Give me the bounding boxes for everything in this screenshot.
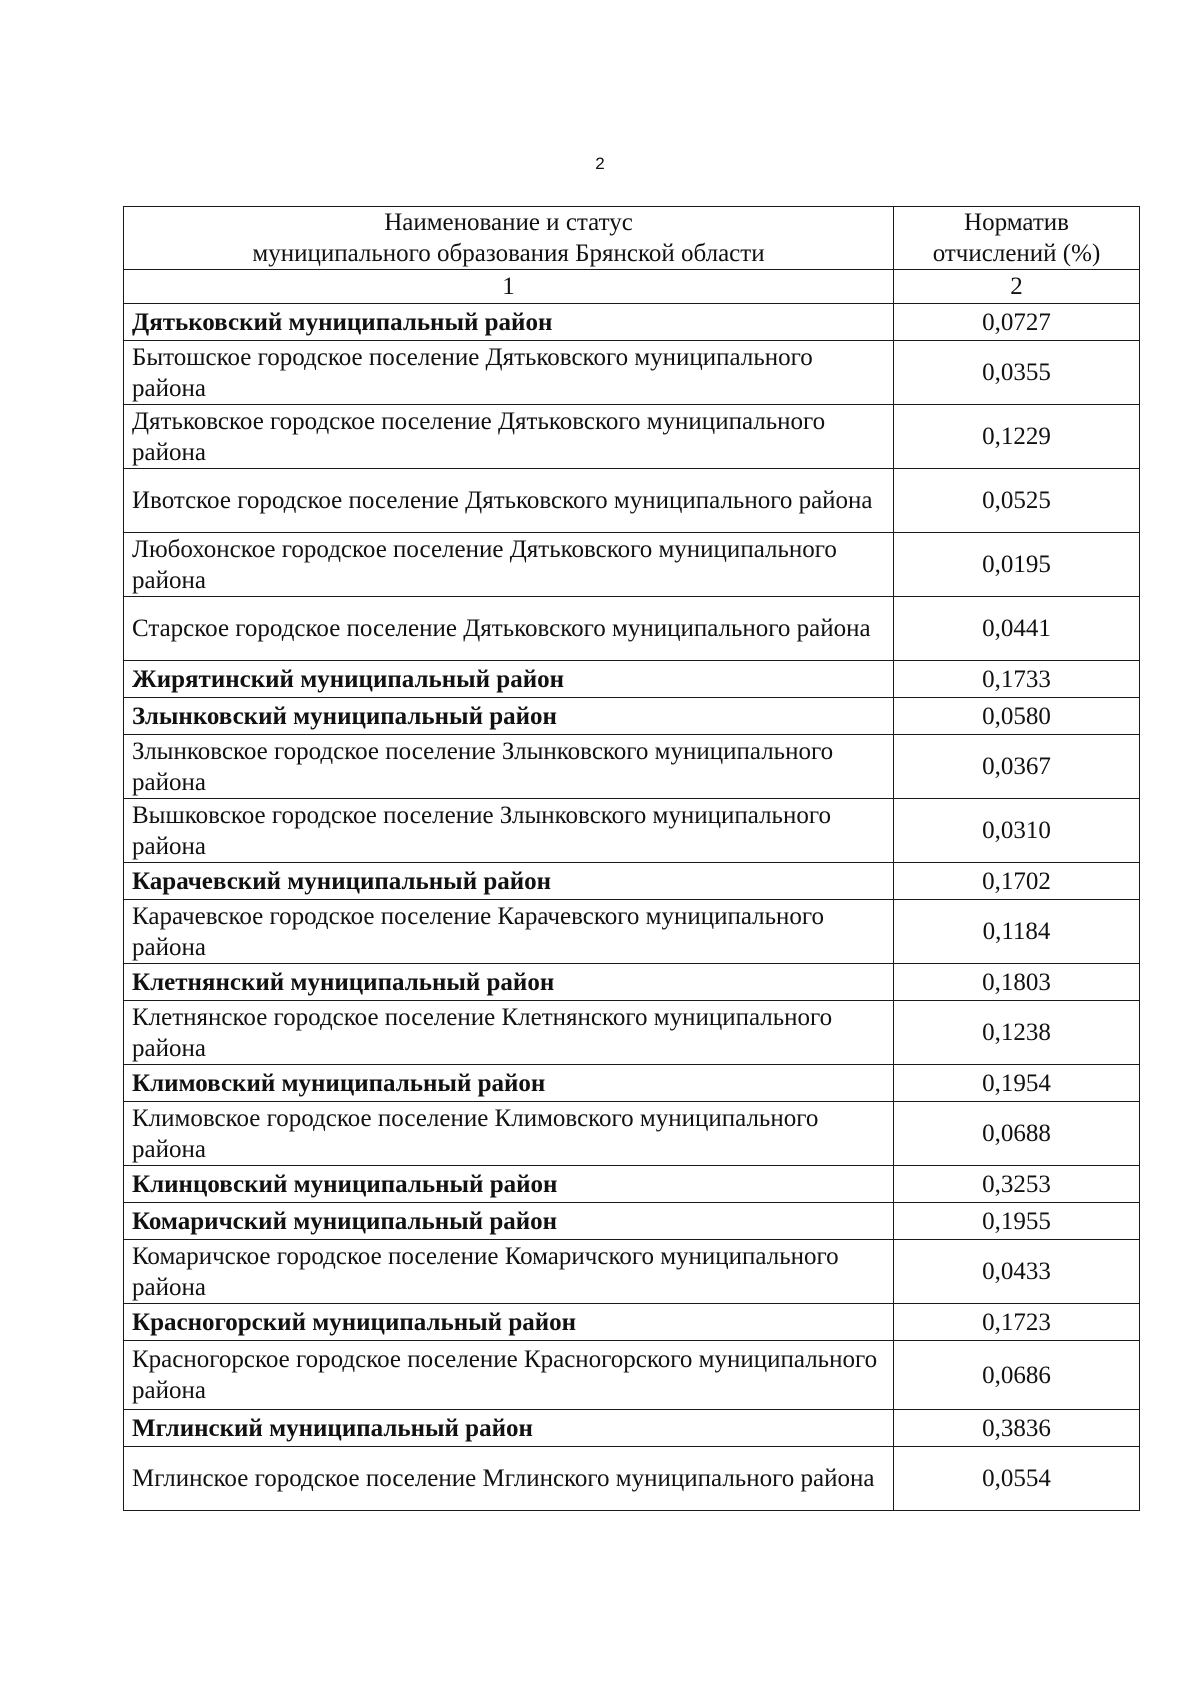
deduction-norm-value: 0,0433 xyxy=(894,1240,1140,1304)
deduction-norm-value: 0,1702 xyxy=(894,863,1140,900)
table-row xyxy=(124,1065,1140,1102)
deduction-norm-value: 0,0727 xyxy=(894,304,1140,341)
table-row xyxy=(124,799,1140,863)
table-row xyxy=(124,661,1140,698)
district-name: Мглинский муниципальный район xyxy=(124,1410,894,1447)
table-row xyxy=(124,735,1140,799)
table-row xyxy=(124,1410,1140,1447)
district-name: Злынковский муниципальный район xyxy=(124,698,894,735)
deduction-norm-value: 0,1955 xyxy=(894,1203,1140,1240)
deduction-norm-value: 0,0688 xyxy=(894,1102,1140,1166)
table-row xyxy=(124,1203,1140,1240)
district-name: Дятьковский муниципальный район xyxy=(124,304,894,341)
deduction-norm-value: 0,1954 xyxy=(894,1065,1140,1102)
column-number-2: 2 xyxy=(894,270,1140,304)
table-row xyxy=(124,1240,1140,1304)
table-row xyxy=(124,341,1140,405)
deduction-norm-value: 0,3253 xyxy=(894,1166,1140,1203)
settlement-name: Климовское городское поселение Климовского муниципального района xyxy=(124,1102,894,1166)
deduction-norm-value: 0,1184 xyxy=(894,900,1140,964)
table-row xyxy=(124,405,1140,469)
deduction-norm-value: 0,1733 xyxy=(894,661,1140,698)
table-row xyxy=(124,1001,1140,1065)
table-row xyxy=(124,1447,1140,1511)
norms-table xyxy=(123,206,1140,1511)
settlement-name: Старское городское поселение Дятьковского муниципального района xyxy=(124,597,894,661)
settlement-name: Ивотское городское поселение Дятьковского муниципального района xyxy=(124,469,894,533)
table-row xyxy=(124,533,1140,597)
page-number: 2 xyxy=(595,154,605,173)
deduction-norm-value: 0,0580 xyxy=(894,698,1140,735)
deduction-norm-value: 0,1723 xyxy=(894,1304,1140,1341)
header-deduction-norm-text: Норматив отчислений (%) xyxy=(932,209,1101,267)
deduction-norm-value: 0,0686 xyxy=(894,1341,1140,1410)
settlement-name: Мглинское городское поселение Мглинского муниципального района xyxy=(124,1447,894,1511)
deduction-norm-value: 0,0355 xyxy=(894,341,1140,405)
deduction-norm-value: 0,0525 xyxy=(894,469,1140,533)
district-name: Карачевский муниципальный район xyxy=(124,863,894,900)
header-municipality-name-text: Наименование и статус муниципального образования Брянской области xyxy=(252,209,765,267)
table-row xyxy=(124,863,1140,900)
table-row xyxy=(124,900,1140,964)
settlement-name: Красногорское городское поселение Красногорского муниципального района xyxy=(124,1341,894,1410)
table-row xyxy=(124,1304,1140,1341)
column-number-1: 1 xyxy=(124,270,894,304)
table-header-row xyxy=(124,207,1140,270)
table-row xyxy=(124,304,1140,341)
settlement-name: Бытошское городское поселение Дятьковского муниципального района xyxy=(124,341,894,405)
district-name: Клетнянский муниципальный район xyxy=(124,964,894,1001)
deduction-norm-value: 0,1803 xyxy=(894,964,1140,1001)
settlement-name: Клетнянское городское поселение Клетнянского муниципального района xyxy=(124,1001,894,1065)
column-number-row xyxy=(124,270,1140,304)
settlement-name: Злынковское городское поселение Злынковского муниципального района xyxy=(124,735,894,799)
district-name: Климовский муниципальный район xyxy=(124,1065,894,1102)
settlement-name: Дятьковское городское поселение Дятьковского муниципального района xyxy=(124,405,894,469)
district-name: Клинцовский муниципальный район xyxy=(124,1166,894,1203)
table-row xyxy=(124,1102,1140,1166)
table-row xyxy=(124,1166,1140,1203)
deduction-norm-value: 0,1229 xyxy=(894,405,1140,469)
table-body xyxy=(124,304,1140,1511)
table-row xyxy=(124,698,1140,735)
table-row xyxy=(124,597,1140,661)
deduction-norm-value: 0,0195 xyxy=(894,533,1140,597)
settlement-name: Комаричское городское поселение Комаричского муниципального района xyxy=(124,1240,894,1304)
district-name: Жирятинский муниципальный район xyxy=(124,661,894,698)
deduction-norm-value: 0,3836 xyxy=(894,1410,1140,1447)
settlement-name: Вышковское городское поселение Злынковского муниципального района xyxy=(124,799,894,863)
table-row xyxy=(124,469,1140,533)
header-municipality-name xyxy=(124,207,894,270)
deduction-norm-value: 0,0310 xyxy=(894,799,1140,863)
deduction-norm-value: 0,0441 xyxy=(894,597,1140,661)
district-name: Комаричский муниципальный район xyxy=(124,1203,894,1240)
deduction-norm-value: 0,0554 xyxy=(894,1447,1140,1511)
header-deduction-norm xyxy=(894,207,1140,270)
district-name: Красногорский муниципальный район xyxy=(124,1304,894,1341)
settlement-name: Карачевское городское поселение Карачевского муниципального района xyxy=(124,900,894,964)
deduction-norm-value: 0,1238 xyxy=(894,1001,1140,1065)
table-row xyxy=(124,964,1140,1001)
table-row xyxy=(124,1341,1140,1410)
settlement-name: Любохонское городское поселение Дятьковского муниципального района xyxy=(124,533,894,597)
deduction-norm-value: 0,0367 xyxy=(894,735,1140,799)
